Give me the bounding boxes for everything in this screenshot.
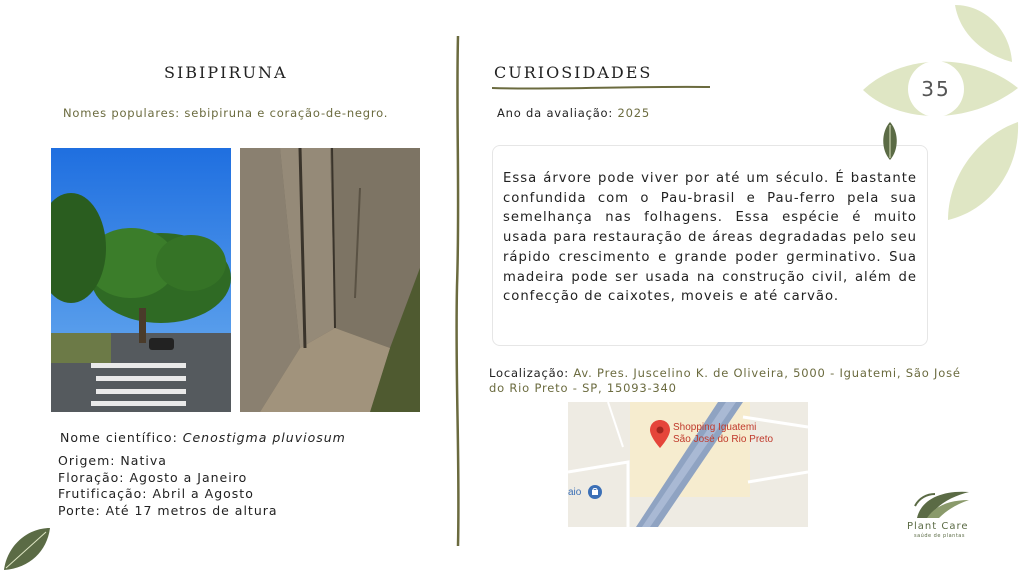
species-title: SIBIPIRUNA bbox=[164, 63, 288, 82]
evaluation-year bbox=[497, 106, 650, 120]
curiosity-text: Essa árvore pode viver por até um século. É bastante confundida com o Pau-brasil e Pau-ferro pela sua semelhança nas folhagens. Essa espécie é muito usada para restauração de áreas degradadas pelo seu rápido crescimento e grande poder germinativo. Sua madeira pode ser usada na construção civil, além de confecção de caixotes, moveis e até carvão. bbox=[503, 171, 917, 305]
plant-care-logo-icon bbox=[913, 488, 971, 520]
logo-tagline: saúde de plantas bbox=[914, 533, 965, 539]
scientific-label: Nome científico: bbox=[60, 430, 183, 445]
map-pin-icon[interactable] bbox=[650, 420, 670, 448]
map-place-line1: Shopping Iguatemi bbox=[673, 422, 757, 433]
scientific-value: Cenostigma pluviosum bbox=[182, 430, 346, 445]
map-place-name[interactable] bbox=[673, 422, 773, 446]
species-details bbox=[58, 453, 278, 519]
column-divider bbox=[452, 36, 464, 546]
year-label: Ano da avaliação: bbox=[497, 106, 618, 120]
shopping-bag-icon[interactable] bbox=[588, 485, 602, 499]
flowering-text: Floração: Agosto a Janeiro bbox=[58, 469, 248, 485]
page-number: 35 bbox=[921, 77, 951, 101]
location-map[interactable] bbox=[568, 402, 808, 527]
small-leaf-icon bbox=[879, 122, 901, 160]
trunk-photo bbox=[240, 148, 420, 412]
map-place-line2: São José do Rio Preto bbox=[673, 434, 774, 445]
curiosities-title: CURIOSIDADES bbox=[494, 63, 653, 82]
scientific-name bbox=[60, 430, 346, 445]
origin-text: Origem: Nativa bbox=[58, 453, 167, 468]
page-number-badge bbox=[908, 61, 964, 117]
location-label: Localização: bbox=[489, 366, 574, 380]
logo-name: Plant Care bbox=[907, 521, 969, 532]
popular-names: Nomes populares: sebipiruna e coração-de-negro. bbox=[63, 106, 389, 120]
size-text: Porte: Até 17 metros de altura bbox=[58, 502, 278, 518]
title-underline bbox=[492, 84, 712, 92]
bottom-leaf-icon bbox=[2, 526, 52, 572]
location-value: Av. Pres. Juscelino K. de Oliveira, 5000 - Iguatemi, São José do Rio Preto - SP, 15093-340 bbox=[489, 366, 961, 395]
year-value: 2025 bbox=[617, 106, 650, 120]
fruiting-text: Frutificação: Abril a Agosto bbox=[58, 486, 254, 501]
map-cut-label: aio bbox=[568, 487, 582, 498]
location bbox=[489, 366, 975, 396]
tree-photo bbox=[51, 148, 231, 412]
